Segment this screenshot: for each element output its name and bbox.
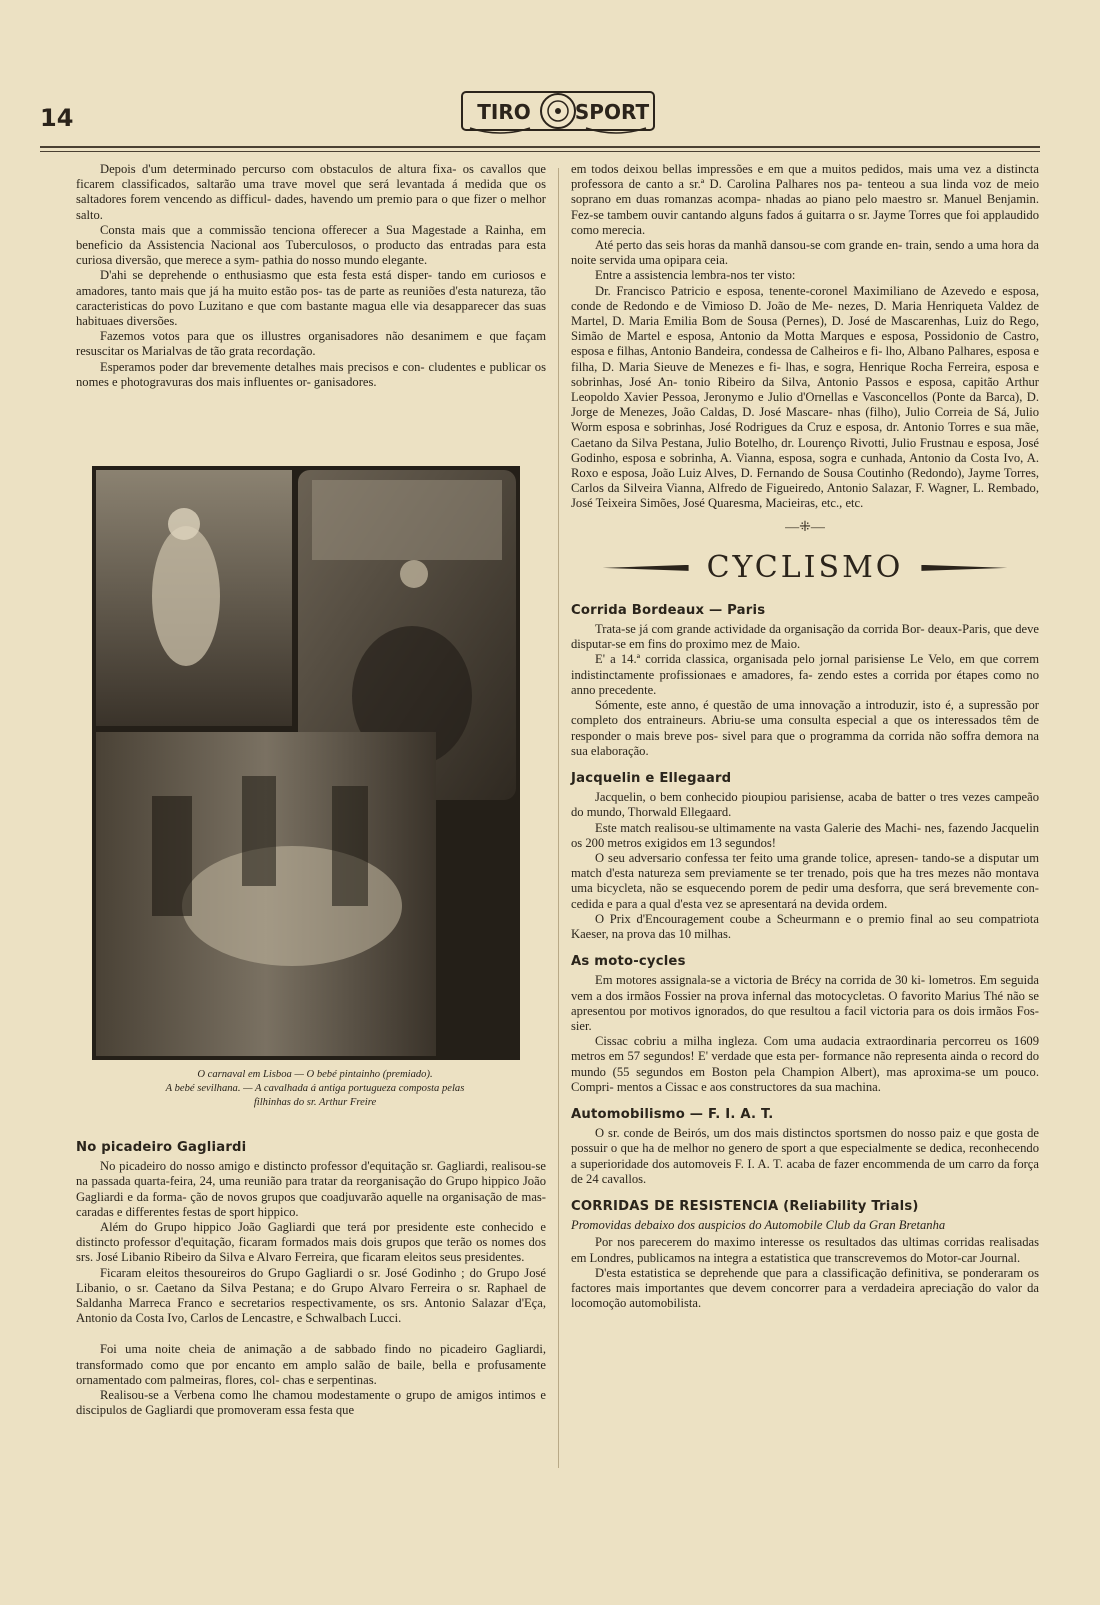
paragraph: Além do Grupo hippico João Gagliardi que terá por presidente este conhecido e distincto professor d'equitação, ficaram formados mais dois grupos que terão os nomes dos srs. José Libanio Ribeiro da Silva e Alvaro Ferreira, que ficaram eleitos seus presidentes. [76, 1220, 546, 1265]
heading-bordeaux: Corrida Bordeaux — Paris [571, 602, 766, 618]
spacer [76, 1326, 546, 1342]
paragraph: Jacquelin, o bem conhecido pioupiou parisiense, acaba de batter o tres vezes campeão do mundo, Thorwald Ellegaard. [571, 790, 1039, 820]
heading-bar-left [603, 565, 689, 571]
paragraph: Por nos parecerem do maximo interesse os resultados das ultimas corridas realisadas em Londres, publicamos na integra a estatistica que transcrevemos do Motor-car Journal. [571, 1235, 1039, 1265]
heading-picadeiro: No picadeiro Gagliardi [76, 1140, 247, 1155]
svg-text:SPORT: SPORT [574, 100, 650, 124]
paragraph: Até perto das seis horas da manhã dansou-se com grande en- train, sendo a uma hora da noite servida uma opipara ceia. [571, 238, 1039, 268]
header-rule [40, 146, 1040, 148]
heading-bar-right [921, 565, 1007, 571]
heading-auto: Automobilismo — F. I. A. T. [571, 1106, 774, 1122]
svg-text:TIRO: TIRO [477, 100, 531, 124]
paragraph: em todos deixou bellas impressões e em que a muitos pedidos, mais uma vez a distincta professora de canto a sr.ª D. Carolina Palhares nos pa- tenteou a sua linda voz de meio soprano em duas romanzas acompa- nhadas ao piano pelo maestro sr. Manuel Benjamin. Fez-se tambem ouvir cantando alguns fados á guitarra o sr. Jayme Torres que foi applaudido como merecia. [571, 162, 1039, 237]
header-rule-thin [40, 151, 1040, 152]
subheading: Promovidas debaixo dos auspicios do Automobile Club da Gran Bretanha [571, 1218, 946, 1233]
paragraph: Trata-se já com grande actividade da organisação da corrida Bor- deaux-Paris, que deve disputar-se em fins do proximo mez de Maio. [571, 622, 1039, 652]
paragraph: Fazemos votos para que os illustres organisadores não desanimem e que façam resuscitar os Marialvas de tão grata recordação. [76, 329, 546, 359]
paragraph: D'ahi se deprehende o enthusiasmo que esta festa está disper- tando em curiosos e amadores, tanto mais que já ha muito estão pos- tas de parte as reuniões d'esta natureza, tão caracteristicas do povo Luzitano e que com bastante magua elle via desapparecer das suas habituaes diversões. [76, 268, 546, 329]
paragraph: O seu adversario confessa ter feito uma grande tolice, apresen- tando-se a disputar um match d'esta natureza sem previamente se ter trenado, pois que ha tres mezes não montava uma bicycleta, não se esquecendo porem de pedir uma desforra, que será brevemente con- cedida e para a qual d'esta vez se apresentará na devida ordem. [571, 850, 1039, 911]
photo-caption [80, 1068, 550, 1110]
heading-jacquelin: Jacquelin e Ellegaard [571, 770, 732, 786]
heading-moto: As moto-cycles [571, 954, 686, 970]
left-column [76, 162, 546, 390]
paragraph: Cissac cobriu a milha ingleza. Com uma audacia extraordinaria percorreu os 1609 metros em 57 segundos! E' verdade que esta per- formance não representa ainda o record do mundo (55 segundos em Boston pela Champion Albert), mas aproxima-se um pouco. Compri- mentos a Cissac e aos constructores da sua machina. [571, 1034, 1039, 1094]
caption-line: A bebé sevilhana. — A cavalhada á antiga portugueza composta pelas [165, 1083, 465, 1094]
paragraph: Consta mais que a commissão tenciona offerecer a Sua Magestade a Rainha, em beneficio da Assistencia Nacional aos Tuberculosos, o producto das entradas para esta curiosa diversão, que merece a sym- pathia do nosso mundo elegante. [76, 222, 546, 268]
right-column [571, 162, 1039, 1311]
divider-ornament: —⁜— [785, 519, 825, 535]
paragraph: O Prix d'Encouragement coube a Scheurmann e o premio final ao seu compatriota Kaeser, na prova das 10 milhas. [571, 911, 1039, 941]
caption-line: filhinhas do sr. Arthur Freire [253, 1097, 377, 1108]
page-number: 14 [40, 104, 74, 132]
column-divider [558, 168, 559, 1468]
paragraph: D'esta estatistica se deprehende que para a classificação definitiva, se ponderaram os factores mais importantes que devem concorrer para a verdadeira apreciação do valor da locomoção automobilista. [571, 1265, 1039, 1311]
section-heading [571, 545, 1039, 591]
section-title: CYCLISMO [706, 550, 904, 586]
paragraph: No picadeiro do nosso amigo e distincto professor d'equitação sr. Gagliardi, realisou-se na passada quarta-feira, 24, uma reunião para tratar da reorganisação do Grupo hippico João Gagliardi e da forma- ção de novos grupos que coadjuvarão aquelle na organisação de mas- caradas e differentes festas de sport hippico. [76, 1159, 546, 1219]
paragraph: Em motores assignala-se a victoria de Brécy na corrida de 30 ki- lometros. Em seguida vem a dos irmãos Fossier na prova infernal das motocycletas. O favorito Marius Thé não se apresentou por motivos ignorados, do que resultou a facil victoria para os dois irmãos Fos- sier. [571, 973, 1039, 1033]
heading-resistencia: CORRIDAS DE RESISTENCIA (Reliability Trials) [571, 1198, 919, 1214]
caption-line: O carnaval em Lisboa — O bebé pintainho (premiado). [197, 1069, 433, 1080]
paragraph: Sómente, este anno, é questão de uma innovação a introduzir, isto é, a supressão por completo dos entraineurs. Abriu-se uma consulta especial a que os interessados têm de responder o mais breve pos- sivel para que o programma da corrida não soffra demora na sua elaboração. [571, 698, 1039, 758]
paragraph: Depois d'um determinado percurso com obstaculos de altura fixa- os cavallos que ficarem classificados, saltarão uma trave movel que será levantada á medida que os saltadores forem vencendo as difficul- dades, havendo um premio para o que fizer o melhor salto. [76, 162, 546, 222]
paragraph: Foi uma noite cheia de animação a de sabbado findo no picadeiro Gagliardi, transformado como que por encanto em amplo salão de baile, bella e profusamente ornamentado com palmeiras, flores, col- chas e serpentinas. [76, 1342, 546, 1387]
left-column-lower [76, 1128, 546, 1418]
paragraph: Entre a assistencia lembra-nos ter visto: [595, 268, 796, 283]
paragraph: E' a 14.ª corrida classica, organisada pelo jornal parisiense Le Velo, em que correm indistinctamente profissionaes e amadores, fa- zendo estes a corrida por étapes como no anno precedente. [571, 652, 1039, 697]
paragraph: Dr. Francisco Patricio e esposa, tenente-coronel Maximiliano de Azevedo e esposa, conde de Redondo e de Vimioso D. João de Me- nezes, D. Maria Henriqueta Valdez de Martel, D. Maria Emilia Bom de Sousa (Pernes), D. José de Mascarenhas, Luiz do Rego, Simão de Martel e esposa, Antonio da Motta Marques e esposa, Possidonio de Castro, esposa e filhas, Antonio Bandeira, condessa de Calheiros e fi- lho, Albano Palhares, esposa e filha, D. Maria Sieuve de Menezes e fi- lhas, e sogra, Henrique Rocha Ferreira, esposa e sobrinhas, José An- tonio Ribeiro da Silva, Antonio Passos e esposa, capitão Arthur Leopoldo Xavier Pessoa, Jeronymo e Julio d'Ornellas e Vasconcellos (Ponte da Barca), D. Jorge de Menezes, João Caldas, D. José Mascare- nhas (filho), Julio Correia de Sá, Julio Worm esposa e sobrinhas, José Rodrigues da Cruz e esposa, dr. Antonio Torres e sua mãe, Caetano da Silva Pestana, Julio Botelho, dr. Lourenço Rivotti, Julio Frustnau e esposa, José Godinho, esposa e sobrinha, A. Vianna, esposa, sogra e cunhada, Antonio da Costa Ivo, A. Roxo e esposa, João Luiz Alves, D. Fernando de Sousa Coutinho (Redondo), Jayme Torres, Carlos da Silveira Vianna, Alfredo de Figueiredo, Antonio Salazar, F. Wagner, L. Rembado, José Teixeira Simões, José Quaresma, Macieiras, etc., etc. [571, 283, 1039, 511]
paragraph: O sr. conde de Beirós, um dos mais distinctos sportsmen do nosso paiz e que gosta de possuir o que ha de melhor no genero de sport a que especialmente se dedica, reconhecendo a superioridade dos automoveis F. I. A. T. acaba de fazer encommenda de um carro da força de 24 cavallos. [571, 1126, 1039, 1186]
carnival-photo-collage [92, 466, 520, 1060]
masthead-logo [460, 86, 656, 136]
paragraph: Esperamos poder dar brevemente detalhes mais precisos e con- cludentes e publicar os nomes e photogravuras dos mais influentes or- ganisadores. [76, 359, 546, 389]
paragraph: Realisou-se a Verbena como lhe chamou modestamente o grupo de amigos intimos e discipulos de Gagliardi que promoveram essa festa que [76, 1388, 546, 1418]
paragraph: Este match realisou-se ultimamente na vasta Galerie des Machi- nes, fazendo Jacquelin os 200 metros exigidos em 13 segundos! [571, 820, 1039, 850]
paragraph: Ficaram eleitos thesoureiros do Grupo Gagliardi o sr. José Godinho ; do Grupo José Libanio, o sr. Caetano da Silva Pestana; e do Grupo Alvaro Ferreira o sr. Raphael de Saldanha Marreca Franco e secretarios respectivamente, os srs. Antonio Salazar d'Eça, Antonio da Costa Ivo, Carlos de Lencastre, e Schwalbach Lucci. [76, 1265, 546, 1326]
